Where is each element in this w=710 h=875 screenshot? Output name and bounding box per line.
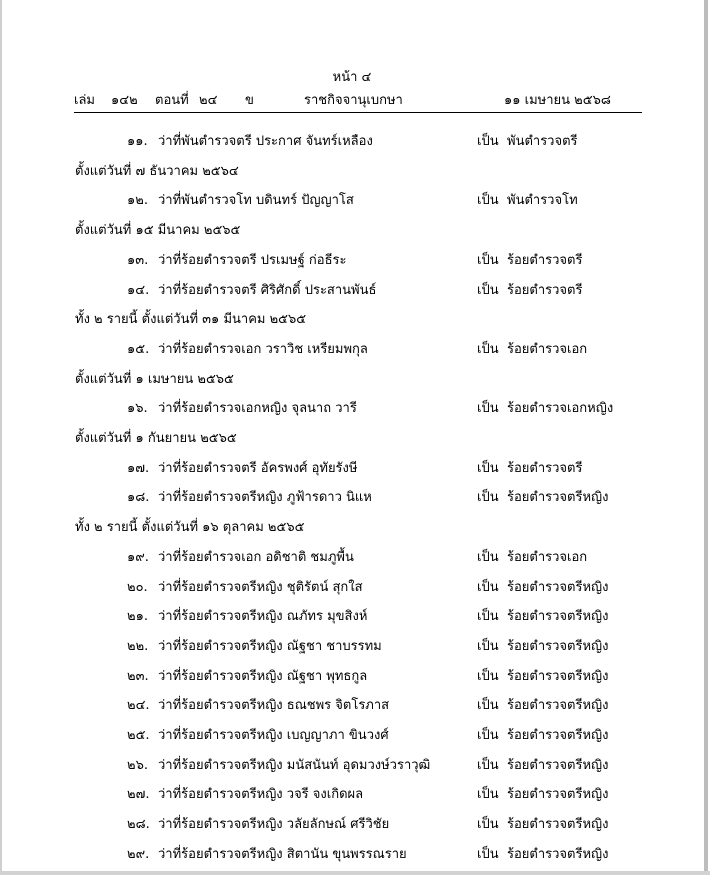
page-number: หน้า ๔ (332, 70, 372, 85)
as-label: เป็น (477, 787, 499, 803)
appointment-entry (0, 130, 704, 150)
section-label: ตอนที่ (155, 93, 189, 108)
appointment-entry (0, 635, 704, 655)
effective-date-text: ตั้งแต่วันที่ ๑๕ มีนาคม ๒๕๖๕ (75, 223, 241, 239)
rank-title: ร้อยตำรวจตรีหญิง (507, 728, 609, 743)
rank-title: ร้อยตำรวจเอก (507, 341, 588, 357)
section-letter: ข (245, 93, 254, 108)
as-label: เป็น (477, 134, 499, 149)
as-label: เป็น (477, 668, 499, 684)
window-border-bottom (0, 871, 710, 875)
appointee-name: ว่าที่ร้อยตำรวจตรีหญิง ณภัทร มุขสิงห์ (158, 609, 368, 625)
appointee-name: ว่าที่พันตำรวจตรี ประกาศ จันทร์เหลือง (158, 134, 373, 149)
appointment-entry (0, 546, 704, 566)
effective-date-text: ตั้งแต่วันที่ ๗ ธันวาคม ๒๕๖๔ (75, 163, 239, 179)
effective-date-text: ทั้ง ๒ รายนี้ ตั้งแต่วันที่ ๓๑ มีนาคม ๒๕๖๕ (75, 312, 307, 328)
as-label: เป็น (477, 579, 499, 595)
appointment-entry (0, 397, 704, 417)
rank-title: ร้อยตำรวจตรีหญิง (507, 609, 609, 625)
header-rule (74, 112, 642, 113)
rank-title: ร้อยตำรวจตรีหญิง (507, 638, 609, 654)
entry-number: ๒๗. (127, 787, 150, 803)
effective-date-line (0, 219, 704, 239)
entry-number: ๒๕. (127, 728, 150, 743)
rank-title: ร้อยตำรวจตรีหญิง (507, 579, 609, 595)
effective-date-line (0, 516, 704, 536)
appointee-name: ว่าที่ร้อยตำรวจตรีหญิง ชุติรัตน์ สุกใส (158, 579, 363, 595)
rank-title: ร้อยตำรวจตรีหญิง (507, 757, 609, 773)
as-label: เป็น (477, 638, 499, 654)
effective-date-text: ตั้งแต่วันที่ ๑ เมษายน ๒๕๖๕ (75, 371, 234, 387)
appointee-name: ว่าที่ร้อยตำรวจตรีหญิง ธณชพร จิตโรภาส (158, 698, 390, 714)
entry-number: ๑๑. (127, 134, 148, 149)
as-label: เป็น (477, 460, 499, 476)
appointee-name: ว่าที่ร้อยตำรวจตรีหญิง ภูฟ้ารดาว นิแห (158, 490, 372, 506)
entry-number: ๒๒. (127, 638, 149, 654)
rank-title: ร้อยตำรวจตรีหญิง (507, 490, 609, 506)
as-label: เป็น (477, 757, 499, 773)
entry-number: ๒๘. (127, 817, 150, 833)
as-label: เป็น (477, 549, 499, 565)
entry-number: ๑๒. (127, 193, 148, 209)
appointment-entry (0, 843, 704, 863)
effective-date-line (0, 308, 704, 328)
as-label: เป็น (477, 609, 499, 625)
effective-date-line (0, 427, 704, 447)
window-border-right (704, 0, 708, 875)
volume-label: เล่ม (74, 93, 95, 108)
effective-date-text: ตั้งแต่วันที่ ๑ กันยายน ๒๕๖๕ (75, 431, 237, 446)
rank-title: ร้อยตำรวจตรีหญิง (507, 698, 609, 714)
appointment-entry (0, 279, 704, 299)
effective-date-text: ทั้ง ๒ รายนี้ ตั้งแต่วันที่ ๑๖ ตุลาคม ๒๕๖๕ (75, 520, 305, 536)
issue-date: ๑๑ เมษายน ๒๕๖๘ (504, 93, 611, 108)
appointment-entry (0, 813, 704, 833)
appointee-name: ว่าที่ร้อยตำรวจตรี ศิริศักดิ์ ประสานพันธ์ (158, 282, 377, 298)
effective-date-line (0, 160, 704, 180)
effective-date-line (0, 368, 704, 388)
entry-number: ๑๓. (127, 252, 149, 268)
appointment-entry (0, 694, 704, 714)
appointee-name: ว่าที่ร้อยตำรวจเอก วราวิช เหรียมพกุล (158, 341, 368, 357)
as-label: เป็น (477, 817, 499, 833)
volume-number: ๑๔๒ (111, 93, 138, 108)
entry-number: ๒๓. (127, 668, 149, 684)
entry-number: ๑๔. (127, 282, 150, 298)
appointee-name: ว่าที่ร้อยตำรวจตรี ปรเมษฐ์ ก่อธีระ (158, 252, 347, 268)
appointee-name: ว่าที่ร้อยตำรวจตรีหญิง เบญญาภา ขินวงศ์ (158, 728, 389, 743)
as-label: เป็น (477, 728, 499, 743)
entry-number: ๒๐. (127, 579, 148, 595)
rank-title: ร้อยตำรวจตรี (507, 282, 583, 298)
rank-title: ร้อยตำรวจตรีหญิง (507, 787, 609, 803)
entry-number: ๑๗. (127, 460, 150, 476)
rank-title: ร้อยตำรวจตรีหญิง (507, 817, 609, 833)
appointee-name: ว่าที่ร้อยตำรวจเอก อดิชาติ ชมภูพื้น (158, 549, 354, 565)
as-label: เป็น (477, 401, 499, 417)
as-label: เป็น (477, 490, 499, 506)
entry-number: ๒๑. (127, 609, 148, 625)
publication-name: ราชกิจจานุเบกษา (304, 93, 403, 108)
entry-number: ๑๙. (127, 549, 149, 565)
appointee-name: ว่าที่ร้อยตำรวจตรี อัครพงศ์ อุทัยรังษี (158, 460, 358, 476)
section-number: ๒๔ (199, 93, 218, 108)
appointment-entry (0, 486, 704, 506)
appointment-entry (0, 783, 704, 803)
entry-number: ๒๖. (127, 757, 148, 773)
rank-title: ร้อยตำรวจเอก (507, 549, 588, 565)
as-label: เป็น (477, 846, 499, 862)
appointee-name: ว่าที่พันตำรวจโท บดินทร์ ปัญญาโส (158, 193, 354, 209)
rank-title: ร้อยตำรวจตรี (507, 460, 583, 476)
appointee-name: ว่าที่ร้อยตำรวจตรีหญิง ณัฐชา ชาบรรทม (158, 638, 382, 654)
entry-number: ๒๙. (127, 846, 150, 862)
as-label: เป็น (477, 193, 499, 209)
rank-title: พันตำรวจตรี (507, 134, 578, 149)
as-label: เป็น (477, 282, 499, 298)
appointment-entry (0, 754, 704, 774)
appointee-name: ว่าที่ร้อยตำรวจเอกหญิง จุลนาถ วารี (158, 401, 357, 417)
as-label: เป็น (477, 698, 499, 714)
appointment-entry (0, 189, 704, 209)
appointee-name: ว่าที่ร้อยตำรวจตรีหญิง มนัสนันท์ อุดมวงษ์วราวุฒิ (158, 757, 431, 773)
appointment-entry (0, 724, 704, 744)
appointee-name: ว่าที่ร้อยตำรวจตรีหญิง วลัยลักษณ์ ศรีวิชัย (158, 817, 390, 833)
rank-title: ร้อยตำรวจตรีหญิง (507, 668, 609, 684)
appointment-entry (0, 576, 704, 596)
rank-title: พันตำรวจโท (507, 193, 578, 209)
appointee-name: ว่าที่ร้อยตำรวจตรีหญิง สิตานัน ขุนพรรณราย (158, 846, 407, 862)
appointee-name: ว่าที่ร้อยตำรวจตรีหญิง วจรี จงเกิดผล (158, 787, 364, 803)
appointment-entry (0, 249, 704, 269)
entry-number: ๑๘. (127, 490, 150, 506)
as-label: เป็น (477, 252, 499, 268)
entry-number: ๒๔. (127, 698, 150, 714)
entry-number: ๑๕. (127, 341, 150, 357)
entry-number: ๑๖. (127, 401, 148, 417)
appointment-entry (0, 338, 704, 358)
as-label: เป็น (477, 341, 499, 357)
appointee-name: ว่าที่ร้อยตำรวจตรีหญิง ณัฐชา พุทธกูล (158, 668, 368, 684)
rank-title: ร้อยตำรวจเอกหญิง (507, 401, 614, 417)
appointment-entry (0, 605, 704, 625)
appointment-entry (0, 457, 704, 477)
rank-title: ร้อยตำรวจตรีหญิง (507, 846, 609, 862)
rank-title: ร้อยตำรวจตรี (507, 252, 583, 268)
appointment-entry (0, 665, 704, 685)
